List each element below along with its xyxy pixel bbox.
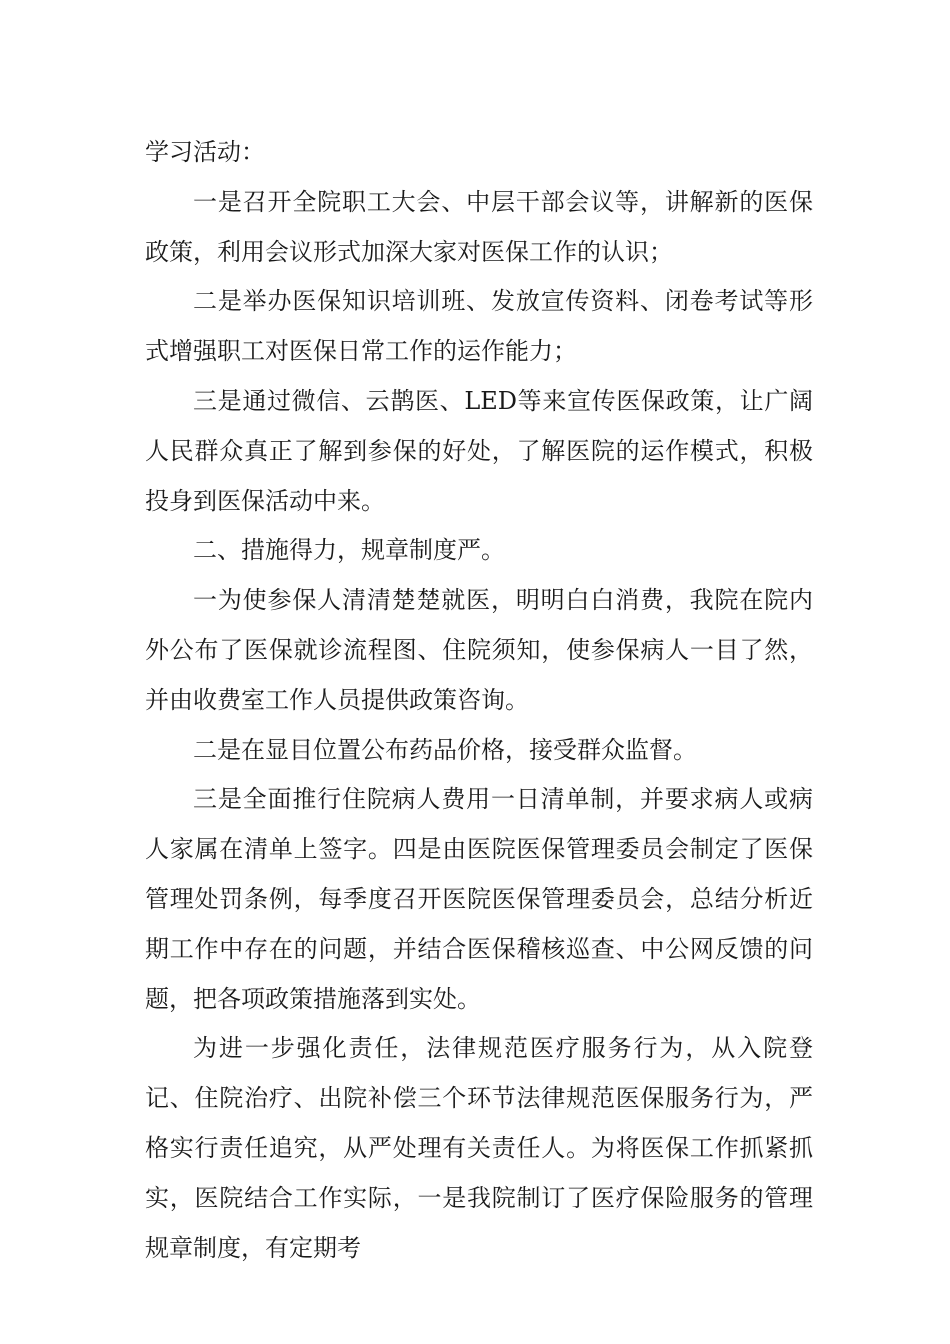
- section-heading: 二、措施得力，规章制度严。: [193, 536, 505, 565]
- paragraph-8: 三是全面推行住院病人费用一日清单制，并要求病人或病人家属在清单上签字。四是由医院医保管理委员会制定了医保管理处罚条例，每季度召开医院医保管理委员会，总结分析近期工作中存在的问题，并结合医保稽核巡查、中公网反馈的问题，把各项政策措施落到实处。: [145, 785, 813, 1013]
- paragraph-1: 学习活动：: [145, 138, 265, 166]
- document-body: [145, 128, 813, 1273]
- paragraph-3: 二是举办医保知识培训班、发放宣传资料、闭卷考试等形式增强职工对医保日常工作的运作能力；: [145, 287, 813, 366]
- paragraph-4: 三是通过微信、云鹊医、LED等来宣传医保政策，让广阔人民群众真正了解到参保的好处，了解医院的运作模式，积极投身到医保活动中来。: [145, 386, 813, 515]
- paragraph-7: 二是在显目位置公布药品价格，接受群众监督。: [193, 735, 697, 764]
- paragraph-9: 为进一步强化责任，法律规范医疗服务行为，从入院登记、住院治疗、出院补偿三个环节法律规范医保服务行为，严格实行责任追究，从严处理有关责任人。为将医保工作抓紧抓实，医院结合工作实际，一是我院制订了医疗保险服务的管理规章制度，有定期考: [145, 1034, 813, 1262]
- paragraph-6: 一为使参保人清清楚楚就医，明明白白消费，我院在院内外公布了医保就诊流程图、住院须知，使参保病人一目了然，并由收费室工作人员提供政策咨询。: [145, 586, 813, 714]
- paragraph-2: 一是召开全院职工大会、中层干部会议等，讲解新的医保政策，利用会议形式加深大家对医保工作的认识；: [145, 187, 813, 266]
